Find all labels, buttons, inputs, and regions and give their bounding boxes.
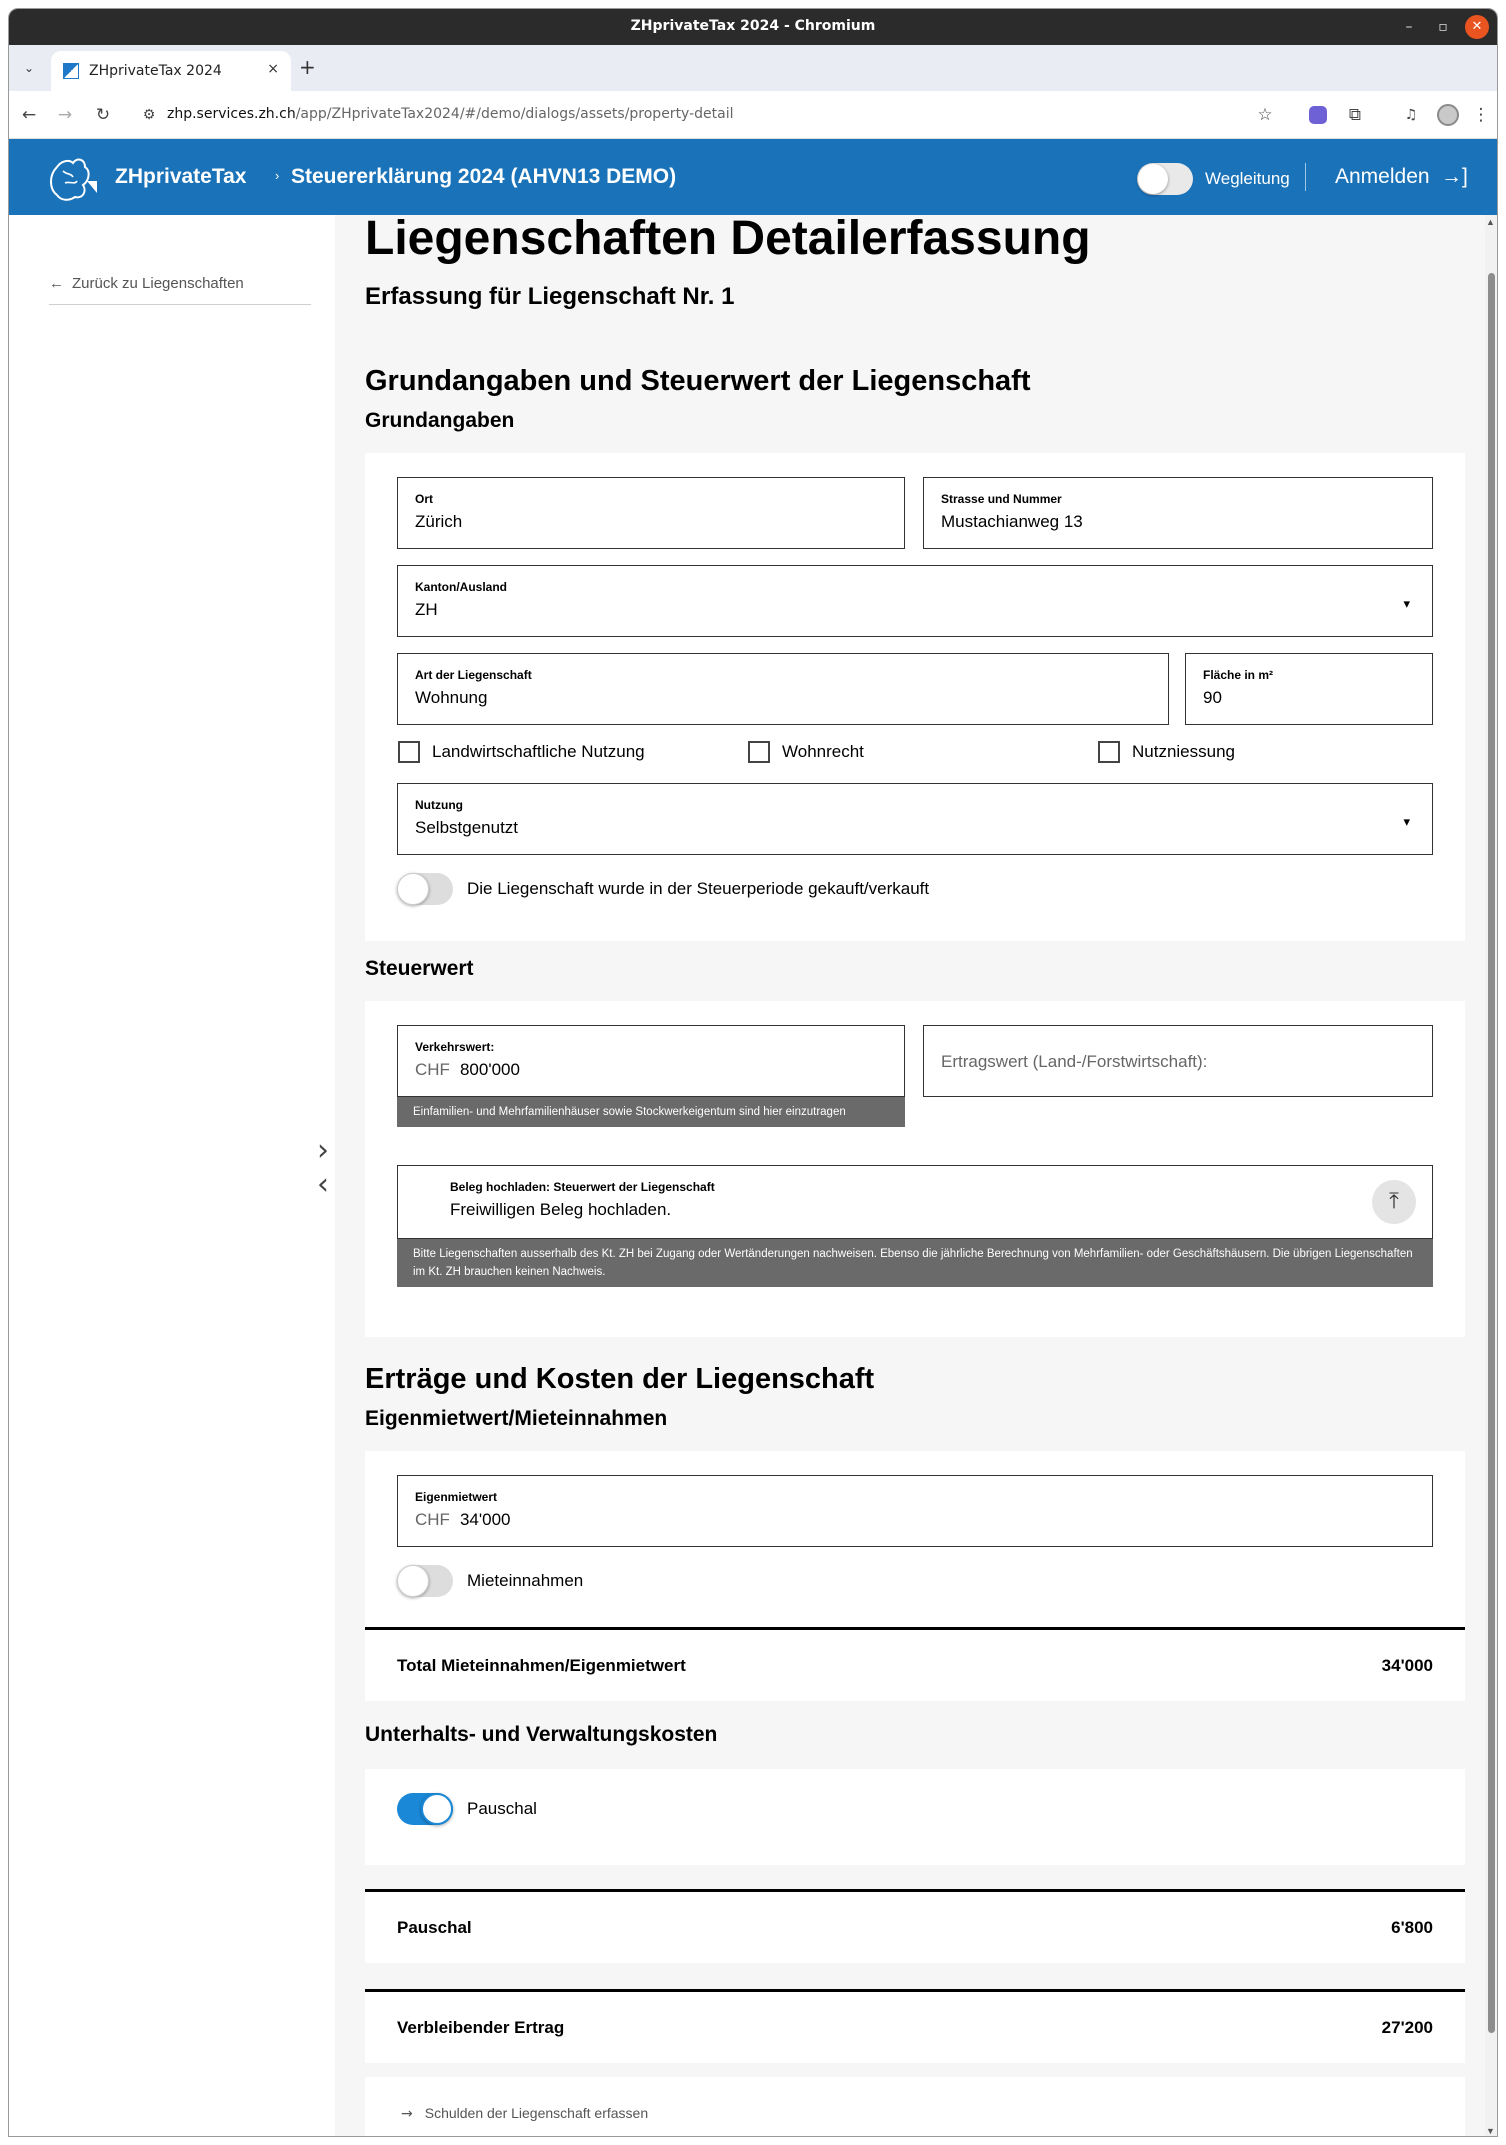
back-icon[interactable]: ← xyxy=(21,105,37,125)
scroll-down-icon[interactable]: ▼ xyxy=(1486,2126,1495,2136)
sidebar xyxy=(9,215,335,2137)
debts-link[interactable] xyxy=(401,2105,648,2122)
upload-document-field[interactable] xyxy=(397,1165,1433,1239)
toggle-knob xyxy=(397,1565,429,1597)
flat-rate-value: 6'800 xyxy=(1391,1918,1433,1937)
window-title: ZHprivateTax 2024 - Chromium xyxy=(630,18,876,34)
yield-value-field[interactable] xyxy=(923,1025,1433,1097)
usage-label: Nutzung xyxy=(415,798,463,812)
breadcrumb-current[interactable]: Steuererklärung 2024 (AHVN13 DEMO) xyxy=(291,165,677,188)
remaining-income-label: Verbleibender Ertrag xyxy=(397,2018,565,2037)
breadcrumb-chevron-icon: › xyxy=(275,168,280,183)
residence-right-checkbox[interactable] xyxy=(748,741,864,763)
agricultural-use-label: Landwirtschaftliche Nutzung xyxy=(432,742,645,761)
close-window-button[interactable]: ✕ xyxy=(1465,15,1489,39)
favicon-icon xyxy=(63,63,79,79)
toggle-knob xyxy=(397,873,429,905)
ort-field[interactable] xyxy=(397,477,905,549)
upload-hint: Bitte Liegenschaften ausserhalb des Kt. ZH bei Zugang oder Wertänderungen nachweisen. Ebenso die jährliche Berechnung von Mehrfamilien- oder Geschäftshäusern. Die übrigen Liegenschaften im Kt. ZH brauchen keinen Nachweis. xyxy=(397,1239,1433,1287)
debts-link-row xyxy=(365,2077,1465,2137)
collapse-chevron-icon[interactable]: ‹ xyxy=(317,1167,329,1202)
bookmark-star-icon[interactable]: ☆ xyxy=(1257,105,1273,125)
toggle-track xyxy=(397,1565,453,1597)
currency-prefix: CHF xyxy=(415,1060,450,1079)
login-button[interactable]: Anmelden xyxy=(1335,165,1430,188)
rental-income-label: Mieteinnahmen xyxy=(467,1571,584,1590)
upload-label: Beleg hochladen: Steuerwert der Liegenschaft xyxy=(450,1180,715,1194)
forward-icon[interactable]: → xyxy=(57,105,73,125)
total-rent-label: Total Mieteinnahmen/Eigenmietwert xyxy=(397,1656,686,1675)
market-value-hint: Einfamilien- und Mehrfamilienhäuser sowie Stockwerkeigentum sind hier einzutragen xyxy=(397,1097,905,1127)
page-title: Liegenschaften Detailerfassung xyxy=(365,215,1091,265)
toggle-track xyxy=(397,1793,453,1825)
guidance-label: Wegleitung xyxy=(1205,169,1290,188)
reload-icon[interactable]: ↻ xyxy=(95,105,111,125)
usufruct-checkbox[interactable] xyxy=(1098,741,1235,763)
address-bar[interactable] xyxy=(167,106,734,122)
tab-search-icon[interactable]: ⌄ xyxy=(23,61,35,75)
tab-strip xyxy=(9,45,1497,91)
market-value-value xyxy=(415,1060,520,1080)
flat-rate-label: Pauschal xyxy=(397,1918,472,1937)
brand-name[interactable]: ZHprivateTax xyxy=(115,165,247,188)
imputed-rent-amount: 34'000 xyxy=(459,1510,511,1529)
ort-label: Ort xyxy=(415,492,433,506)
ort-value: Zürich xyxy=(415,512,463,531)
tax-value-card xyxy=(365,1001,1465,1337)
title-bar xyxy=(9,9,1497,45)
zurich-lion-logo-icon[interactable] xyxy=(43,151,99,205)
media-control-icon[interactable]: ♫ xyxy=(1404,107,1418,123)
site-settings-icon[interactable]: ⚙ xyxy=(142,107,156,123)
scroll-up-icon[interactable]: ▲ xyxy=(1486,217,1495,227)
extensions-puzzle-icon[interactable]: ⧉ xyxy=(1348,105,1362,125)
scrollbar[interactable] xyxy=(1485,215,1497,2137)
minimize-button[interactable]: – xyxy=(1405,19,1413,35)
guidance-toggle-knob xyxy=(1138,164,1168,194)
street-value: Mustachianweg 13 xyxy=(941,512,1083,531)
upload-icon[interactable]: ⤒ xyxy=(1372,1180,1416,1224)
arrow-right-icon: → xyxy=(401,2106,413,2122)
bought-sold-toggle[interactable] xyxy=(397,873,929,905)
browser-toolbar xyxy=(9,91,1497,139)
usage-select[interactable] xyxy=(397,783,1433,855)
usufruct-label: Nutzniessung xyxy=(1132,742,1236,761)
tax-value-title: Steuerwert xyxy=(365,957,474,980)
app-header xyxy=(9,139,1497,215)
upload-value: Freiwilligen Beleg hochladen. xyxy=(450,1200,672,1219)
rental-value-subtitle: Eigenmietwert/Mieteinnahmen xyxy=(365,1407,668,1430)
extension-icon[interactable] xyxy=(1309,106,1327,124)
back-link-label: Zurück zu Liegenschaften xyxy=(72,275,244,292)
basic-data-card xyxy=(365,453,1465,941)
street-field[interactable] xyxy=(923,477,1433,549)
guidance-toggle[interactable] xyxy=(1137,163,1193,195)
checkbox-box xyxy=(398,741,420,763)
market-value-label: Verkehrswert: xyxy=(415,1040,495,1054)
chevron-down-icon: ▾ xyxy=(1403,814,1410,829)
maximize-button[interactable]: ▫ xyxy=(1438,19,1448,35)
expand-chevron-icon[interactable]: › xyxy=(317,1133,329,1168)
maintenance-costs-card xyxy=(365,1769,1465,1865)
imputed-rent-label: Eigenmietwert xyxy=(415,1490,498,1504)
login-icon[interactable]: →] xyxy=(1441,165,1468,188)
tab-title: ZHprivateTax 2024 xyxy=(89,63,222,79)
canton-value: ZH xyxy=(415,600,438,619)
new-tab-button[interactable]: + xyxy=(299,55,316,79)
yield-value-placeholder: Ertragswert (Land-/Forstwirtschaft): xyxy=(941,1052,1208,1071)
page-viewport xyxy=(9,215,1498,2137)
url-host: zhp.services.zh.ch xyxy=(167,106,296,122)
url-path: /app/ZHprivateTax2024/#/demo/dialogs/assets/property-detail xyxy=(295,106,734,122)
toggle-track xyxy=(397,873,453,905)
imputed-rent-field[interactable] xyxy=(397,1475,1433,1547)
flat-rate-toggle-label: Pauschal xyxy=(467,1799,537,1818)
back-to-properties-link[interactable] xyxy=(49,275,311,305)
property-type-value: Wohnung xyxy=(415,688,488,707)
canton-select[interactable] xyxy=(397,565,1433,637)
street-label: Strasse und Nummer xyxy=(941,492,1062,506)
chevron-down-icon: ▾ xyxy=(1403,596,1410,611)
browser-window xyxy=(8,8,1498,2137)
property-type-label: Art der Liegenschaft xyxy=(415,668,532,682)
debts-link-label: Schulden der Liegenschaft erfassen xyxy=(424,2105,649,2121)
basic-subtitle: Grundangaben xyxy=(365,409,515,432)
area-field[interactable] xyxy=(1185,653,1433,725)
section-income-title: Erträge und Kosten der Liegenschaft xyxy=(365,1363,875,1395)
market-value-field[interactable] xyxy=(397,1025,905,1097)
market-value-amount: 800'000 xyxy=(459,1060,520,1079)
rental-income-toggle[interactable] xyxy=(397,1565,583,1597)
currency-prefix: CHF xyxy=(415,1510,450,1529)
flat-rate-toggle[interactable] xyxy=(397,1793,537,1825)
area-label: Fläche in m² xyxy=(1203,668,1274,682)
header-divider xyxy=(1305,163,1306,191)
remaining-income-row xyxy=(365,1989,1465,2063)
flat-rate-row xyxy=(365,1889,1465,1963)
tab-close-icon[interactable]: × xyxy=(267,61,279,77)
remaining-income-value: 27'200 xyxy=(1381,2018,1433,2037)
total-rent-value: 34'000 xyxy=(1381,1656,1433,1675)
rental-value-card xyxy=(365,1451,1465,1627)
property-type-field[interactable] xyxy=(397,653,1169,725)
page-subtitle: Erfassung für Liegenschaft Nr. 1 xyxy=(365,283,735,310)
area-value: 90 xyxy=(1203,688,1222,707)
browser-tab[interactable] xyxy=(51,51,291,91)
profile-avatar[interactable] xyxy=(1437,104,1459,126)
checkbox-box xyxy=(1098,741,1120,763)
section-basic-title: Grundangaben und Steuerwert der Liegenschaft xyxy=(365,365,1031,397)
maintenance-costs-title: Unterhalts- und Verwaltungskosten xyxy=(365,1723,718,1746)
imputed-rent-value xyxy=(415,1510,510,1530)
checkbox-box xyxy=(748,741,770,763)
scrollbar-thumb[interactable] xyxy=(1488,273,1495,2033)
residence-right-label: Wohnrecht xyxy=(782,742,864,761)
arrow-left-icon: ← xyxy=(49,275,64,292)
bought-sold-label: Die Liegenschaft wurde in der Steuerperiode gekauft/verkauft xyxy=(467,879,930,898)
canton-label: Kanton/Ausland xyxy=(415,580,507,594)
agricultural-use-checkbox[interactable] xyxy=(398,741,645,763)
browser-menu-icon[interactable]: ⋮ xyxy=(1472,105,1490,125)
total-rent-row xyxy=(365,1627,1465,1701)
toggle-knob xyxy=(421,1793,453,1825)
usage-value: Selbstgenutzt xyxy=(415,818,519,837)
